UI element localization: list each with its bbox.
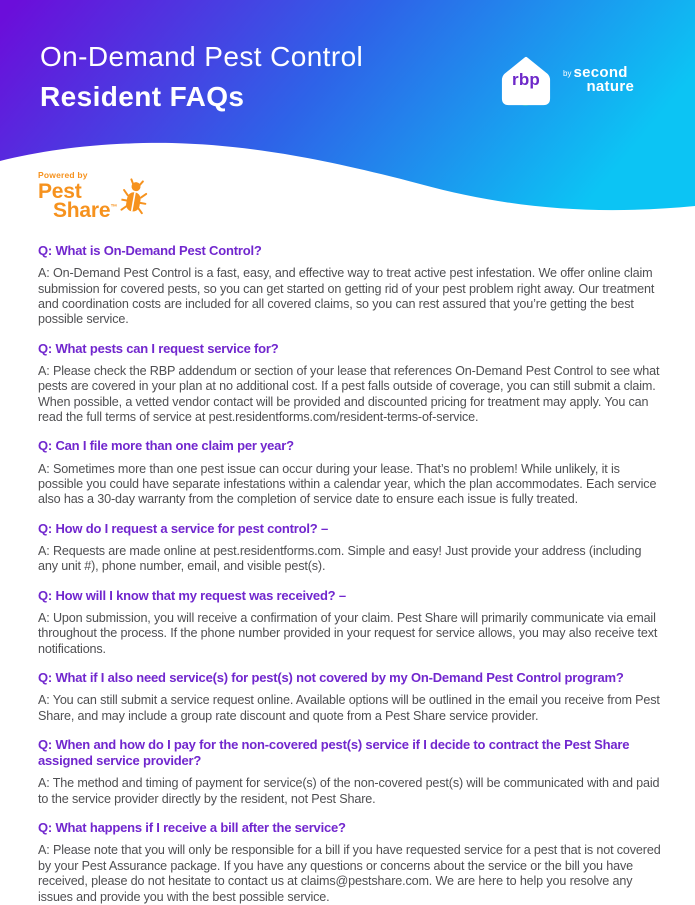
faq-question: Q: What happens if I receive a bill after the service?	[38, 820, 346, 836]
faq-item	[38, 820, 662, 905]
faq-answer: A: On-Demand Pest Control is a fast, easy, and effective way to treat active pest infestation. We offer online claim submission for covered pests, so you can get started on getting rid of your pest problem right away. Our treatment and coordination costs are included for all covered claims, so you can rest assured that you’re getting the best possible service.	[38, 266, 655, 327]
pestshare-brand-line2: Share	[53, 199, 111, 223]
faq-question: Q: How do I request a service for pest control? –	[38, 520, 328, 536]
byline-by-text: by	[563, 69, 572, 78]
faq-item	[38, 243, 662, 328]
faq-item	[38, 521, 662, 575]
faq-question: Q: Can I file more than one claim per year?	[38, 438, 294, 454]
page-title-line2: Resident FAQs	[40, 81, 245, 113]
faq-question: Q: What pests can I request service for?	[38, 340, 279, 356]
faq-item	[38, 588, 662, 657]
faq-item	[38, 737, 662, 807]
faq-list	[38, 243, 662, 905]
faq-question: Q: When and how do I pay for the non-covered pest(s) service if I decide to contract the Pest Share assigned service provider?	[38, 736, 630, 769]
pestshare-brand-line1: Pest	[38, 180, 82, 203]
page-title	[40, 41, 363, 113]
faq-question: Q: What if I also need service(s) for pest(s) not covered by my On-Demand Pest Control program?	[38, 670, 624, 685]
rbp-logo	[499, 53, 553, 109]
faq-item	[38, 438, 662, 507]
faq-item	[38, 670, 662, 724]
faq-answer: A: You can still submit a service request online. Available options will be outlined in the email you receive from Pest Share, and may include a group rate discount and quote from a Pest Share service provider.	[38, 693, 660, 723]
second-nature-line2: nature	[586, 77, 635, 95]
faq-answer: A: Upon submission, you will receive a confirmation of your claim. Pest Share will primarily communicate via email throughout the process. If the phone number provided in your request for service allows, you may also receive text notifications.	[38, 610, 658, 656]
pestshare-logo	[38, 170, 149, 221]
faq-item	[38, 341, 662, 426]
faq-answer: A: Sometimes more than one pest issue can occur during your lease. That’s no problem! While unlikely, it is possible you could have separate infestations within a calendar year, which the plan accommodates. Each service also has a 30-day warranty from the completion of service date to ensure each issue is fully treated.	[38, 461, 657, 507]
second-nature-logo	[563, 66, 634, 93]
second-nature-line1: second	[573, 64, 628, 81]
rbp-logo-text: rbp	[512, 70, 540, 89]
powered-by-label: Powered by	[38, 170, 88, 180]
faq-answer: A: Please note that you will only be responsible for a bill if you have requested service for a pest that is not covered by your Pest Assurance package. If you have any questions or concerns about the service or the bill you have received, please do not hesitate to contact us at claims@pestshare.com. We are here to help you resolve any issues and provide you with the best possible service.	[38, 843, 661, 904]
page-title-line1: On-Demand Pest Control	[40, 41, 364, 72]
faq-answer: A: Requests are made online at pest.residentforms.com. Simple and easy! Just provide your address (including any unit #), phone number, email, and visible pest(s).	[38, 543, 642, 574]
faq-question: Q: What is On-Demand Pest Control?	[38, 243, 262, 258]
bug-icon	[119, 177, 152, 218]
faq-answer: A: Please check the RBP addendum or section of your lease that references On-Demand Pest Control to see what pests are covered in your plan at no additional cost. If a pest falls outside of coverage, you can still submit a claim. When possible, a vetted vendor contact will be provided and discounted pricing for treatment may apply. You can read the full terms of service at pest.residentforms.com/resident-terms-of-service.	[38, 363, 660, 425]
faq-question: Q: How will I know that my request was received? –	[38, 587, 346, 603]
trademark-symbol: ™	[110, 204, 118, 212]
faq-answer: A: The method and timing of payment for service(s) of the non-covered pest(s) will be communicated with and paid to the service provider directly by the resident, not Pest Share.	[38, 776, 660, 806]
